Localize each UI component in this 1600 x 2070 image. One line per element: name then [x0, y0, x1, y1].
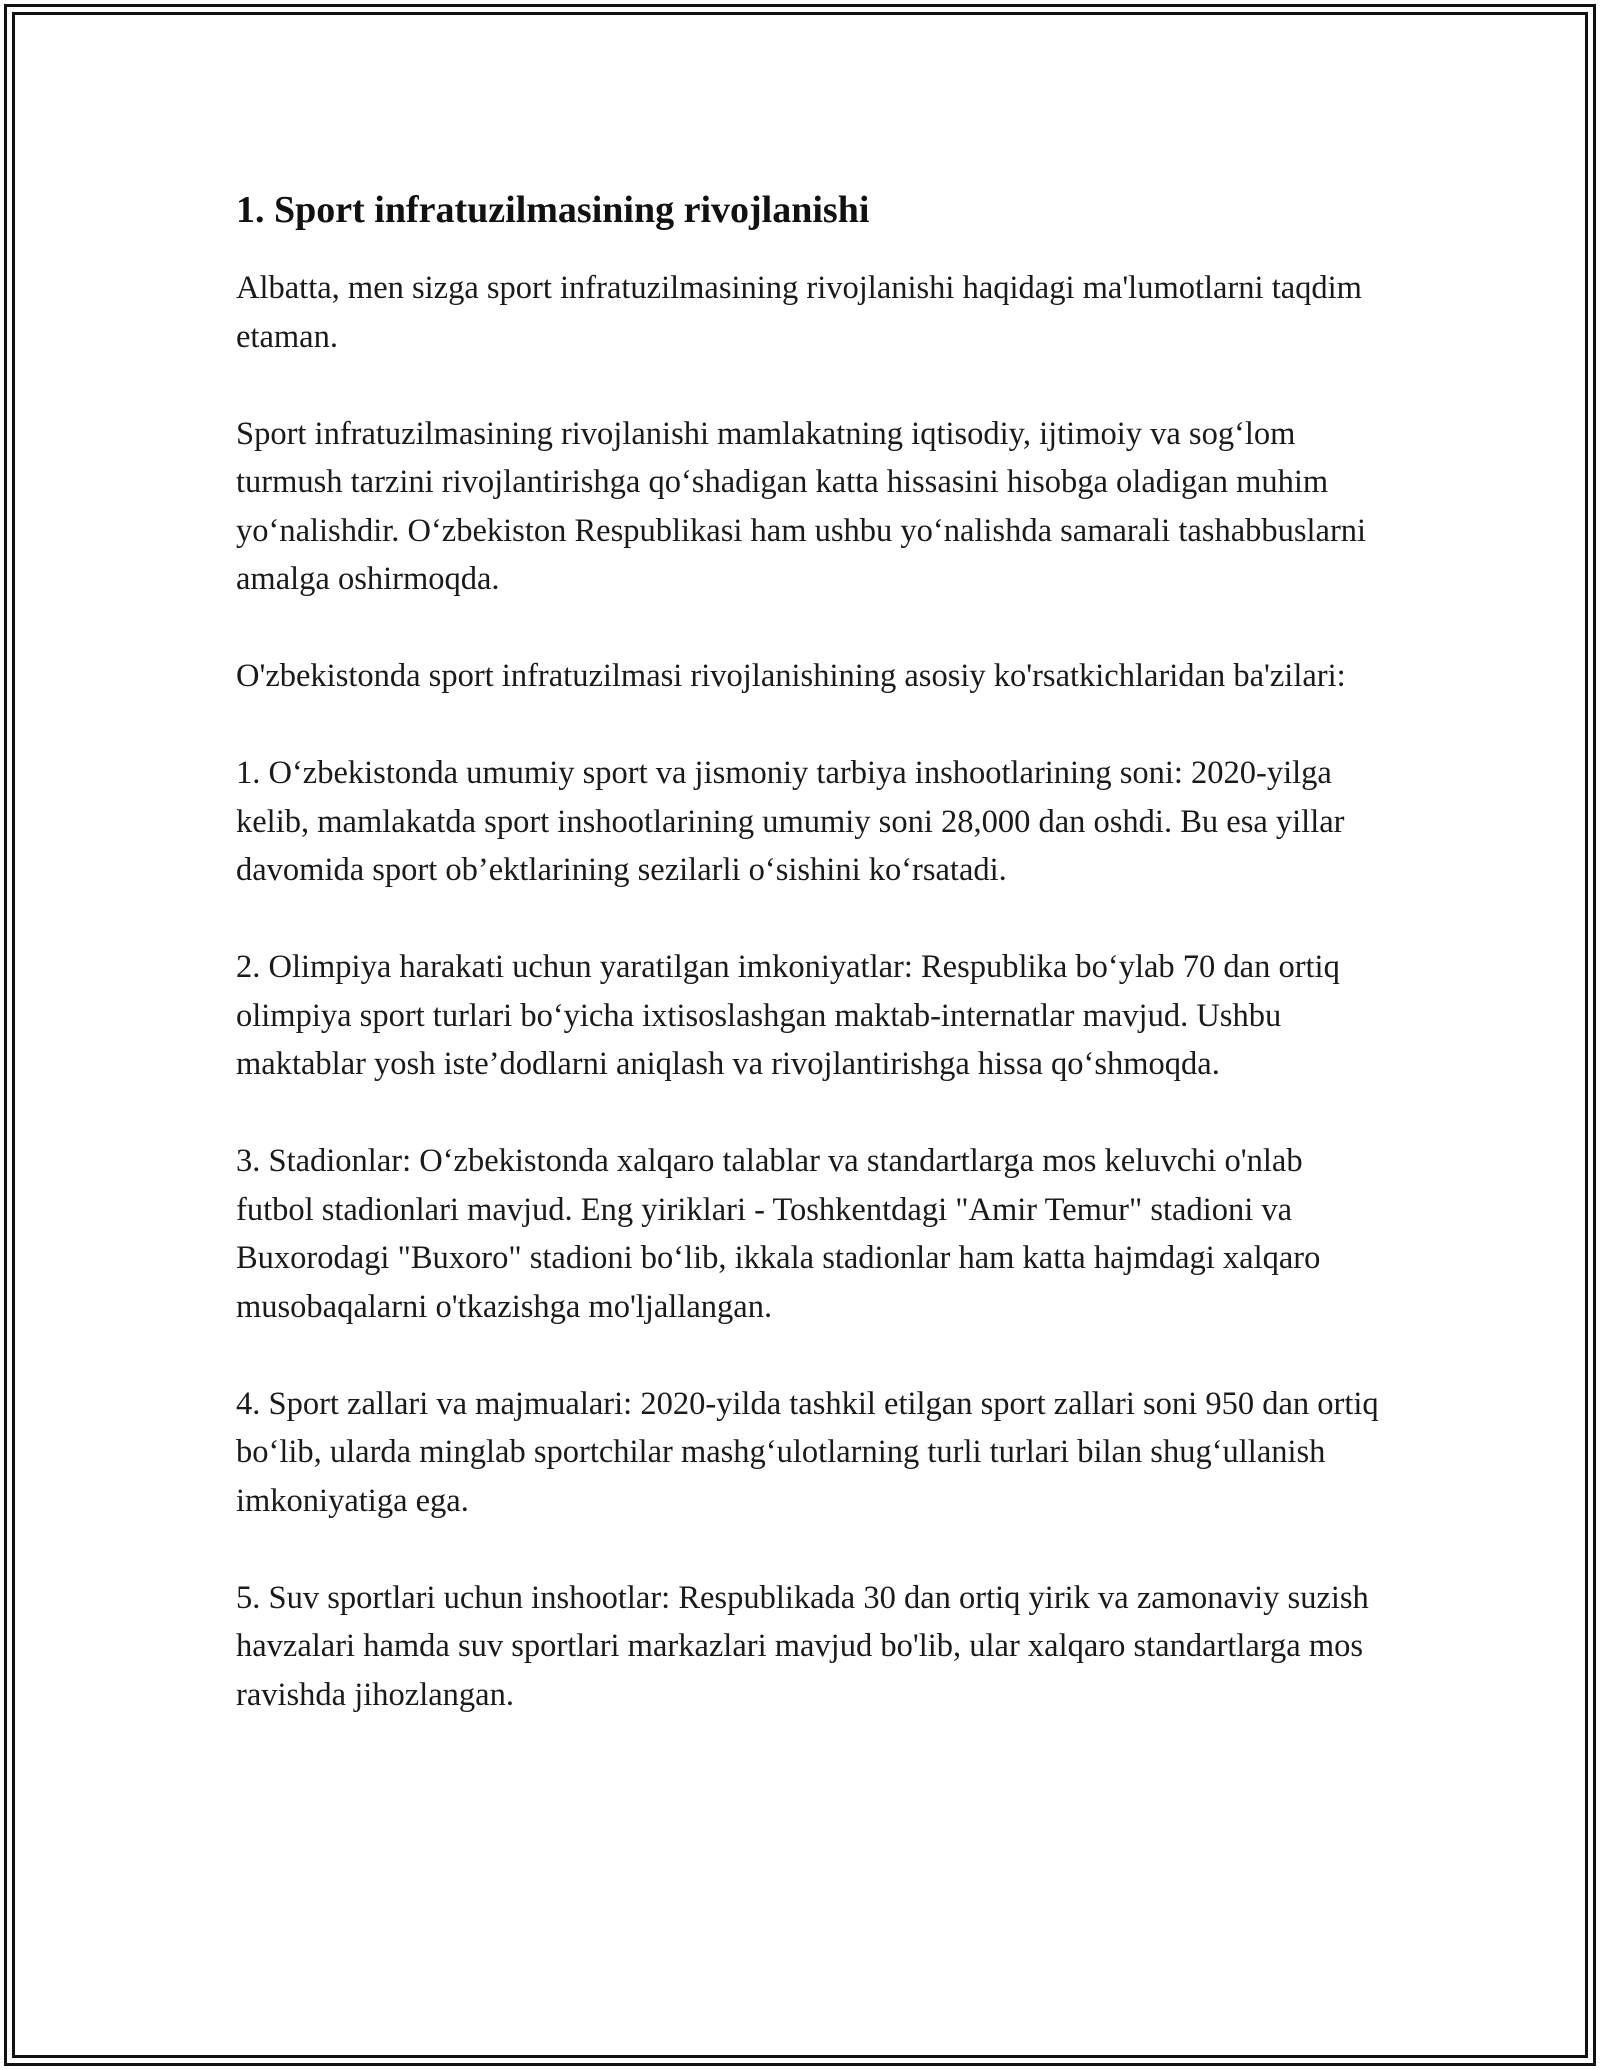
list-item-water-sports: 5. Suv sportlari uchun inshootlar: Respublikada 30 dan ortiq yirik va zamonaviy suzish havzalari hamda suv sportlari markazlari mavjud bo'lib, ular xalqaro standartlarga mos ravishda jihozlangan. [236, 1579, 1369, 1713]
list-item-facilities-count: 1. O‘zbekistonda umumiy sport va jismoniy tarbiya inshootlarining soni: 2020-yilga kelib, mamlakatda sport inshootlarining umumiy soni 28,000 dan oshdi. Bu esa yillar davomida sport ob’ektlarining sezilarli o‘sishini ko‘rsatadi. [236, 755, 1345, 888]
indicators-lead-paragraph: O'zbekistonda sport infratuzilmasi rivojlanishining asosiy ko'rsatkichlaridan ba'zilari: [236, 658, 1346, 694]
list-item-sport-halls: 4. Sport zallari va majmualari: 2020-yilda tashkil etilgan sport zallari soni 950 dan ortiq bo‘lib, ularda minglab sportchilar mashg‘ulotlarning turli turlari bilan shug‘ullanish imkoniyatiga ega. [236, 1385, 1379, 1519]
document-body [236, 186, 1386, 1719]
intro-paragraph: Albatta, men sizga sport infratuzilmasining rivojlanishi haqidagi ma'lumotlarni taqdim etaman. [236, 270, 1362, 355]
document-title: 1. Sport infratuzilmasining rivojlanishi [236, 189, 870, 231]
list-item-stadiums: 3. Stadionlar: O‘zbekistonda xalqaro talablar va standartlarga mos keluvchi o'nlab futbol stadionlari mavjud. Eng yiriklari - Toshkentdagi "Amir Temur" stadioni va Buxorodagi "Buxoro" stadioni bo‘lib, ikkala stadionlar ham katta hajmdagi xalqaro musobaqalarni o'tkazishga mo'ljallangan. [236, 1143, 1321, 1325]
overview-paragraph: Sport infratuzilmasining rivojlanishi mamlakatning iqtisodiy, ijtimoiy va sog‘lom turmush tarzini rivojlantirishga qo‘shadigan katta hissasini hisobga oladigan muhim yo‘nalishdir. O‘zbekiston Respublikasi ham ushbu yo‘nalishda samarali tashabbuslarni amalga oshirmoqda. [236, 415, 1367, 597]
list-item-olympic-opportunities: 2. Olimpiya harakati uchun yaratilgan imkoniyatlar: Respublika bo‘ylab 70 dan ortiq olimpiya sport turlari bo‘yicha ixtisoslashgan maktab-internatlar mavjud. Ushbu maktablar yosh iste’dodlarni aniqlash va rivojlantirishga hissa qo‘shmoqda. [236, 949, 1340, 1082]
